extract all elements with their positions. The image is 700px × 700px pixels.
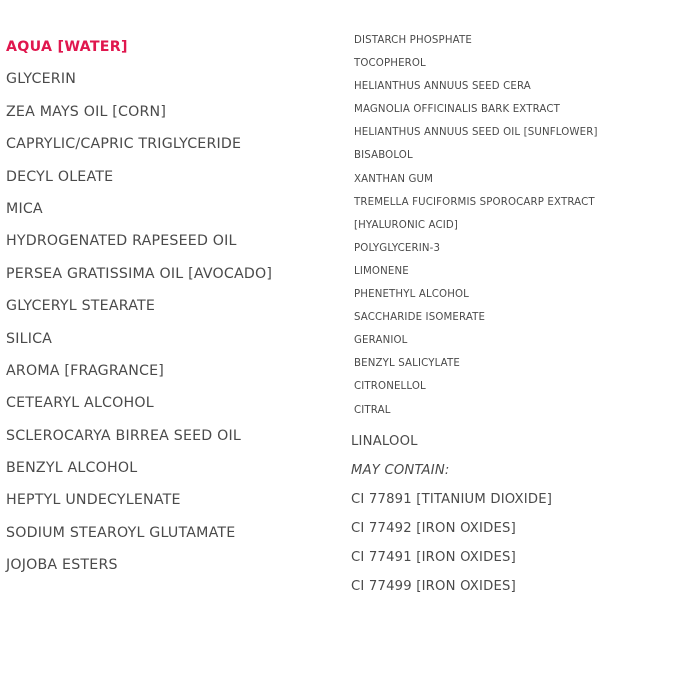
ingredient-item: CITRAL bbox=[354, 404, 391, 416]
ingredients-right-column bbox=[351, 34, 694, 594]
ingredient-item: GLYCERIN bbox=[6, 71, 77, 88]
ingredient-item: BISABOLOL bbox=[354, 150, 413, 162]
ingredient-item: HELIANTHUS ANNUUS SEED CERA bbox=[354, 81, 531, 93]
ingredient-item: MICA bbox=[6, 200, 43, 217]
ingredient-item: BENZYL ALCOHOL bbox=[6, 460, 138, 477]
ingredient-item: DISTARCH PHOSPHATE bbox=[354, 35, 472, 46]
ingredient-item: MAGNOLIA OFFICINALIS BARK EXTRACT bbox=[354, 104, 560, 116]
ingredient-item: PHENETHYL ALCOHOL bbox=[354, 289, 470, 301]
ingredient-item: SILICA bbox=[6, 330, 53, 347]
ingredient-item: GLYCERYL STEARATE bbox=[6, 298, 156, 315]
ingredient-item: CI 77492 [IRON OXIDES] bbox=[351, 521, 516, 536]
ingredient-item: LINALOOL bbox=[351, 434, 418, 449]
ingredient-item: POLYGLYCERIN-3 bbox=[354, 242, 441, 254]
ingredient-item: TOCOPHEROL bbox=[354, 58, 426, 70]
ingredient-item: BENZYL SALICYLATE bbox=[354, 358, 460, 370]
ingredient-item: AQUA [WATER] bbox=[6, 39, 128, 55]
ingredient-item: SCLEROCARYA BIRREA SEED OIL bbox=[6, 427, 241, 444]
ingredient-item: [HYALURONIC ACID] bbox=[354, 219, 459, 231]
ingredients-large-block bbox=[351, 433, 552, 607]
ingredient-item: PERSEA GRATISSIMA OIL [AVOCADO] bbox=[6, 265, 273, 282]
ingredient-item: CAPRYLIC/CAPRIC TRIGLYCERIDE bbox=[6, 136, 242, 153]
ingredient-item: TREMELLA FUCIFORMIS SPOROCARP EXTRACT bbox=[354, 196, 595, 208]
ingredient-item: SODIUM STEAROYL GLUTAMATE bbox=[6, 524, 236, 541]
ingredient-item: DECYL OLEATE bbox=[6, 168, 114, 185]
may-contain-heading: MAY CONTAIN: bbox=[351, 463, 450, 478]
ingredient-item: LIMONENE bbox=[354, 265, 409, 277]
ingredient-item: XANTHAN GUM bbox=[354, 173, 434, 185]
ingredient-item: CITRONELLOL bbox=[354, 381, 426, 393]
ingredient-item: AROMA [FRAGRANCE] bbox=[6, 362, 165, 379]
ingredient-item: HELIANTHUS ANNUUS SEED OIL [SUNFLOWER] bbox=[354, 127, 598, 139]
ingredients-left-column bbox=[6, 38, 336, 589]
ingredient-item: CI 77491 [IRON OXIDES] bbox=[351, 550, 516, 565]
ingredient-item: JOJOBA ESTERS bbox=[6, 557, 118, 574]
ingredient-item: CETEARYL ALCOHOL bbox=[6, 395, 154, 412]
ingredient-item: SACCHARIDE ISOMERATE bbox=[354, 312, 486, 324]
ingredient-item: CI 77499 [IRON OXIDES] bbox=[351, 579, 516, 594]
ingredient-item: ZEA MAYS OIL [CORN] bbox=[6, 103, 167, 120]
ingredient-item: HYDROGENATED RAPESEED OIL bbox=[6, 233, 237, 250]
ingredient-item: HEPTYL UNDECYLENATE bbox=[6, 492, 181, 509]
ingredient-item: CI 77891 [TITANIUM DIOXIDE] bbox=[351, 492, 553, 507]
ingredient-item: GERANIOL bbox=[354, 335, 408, 347]
